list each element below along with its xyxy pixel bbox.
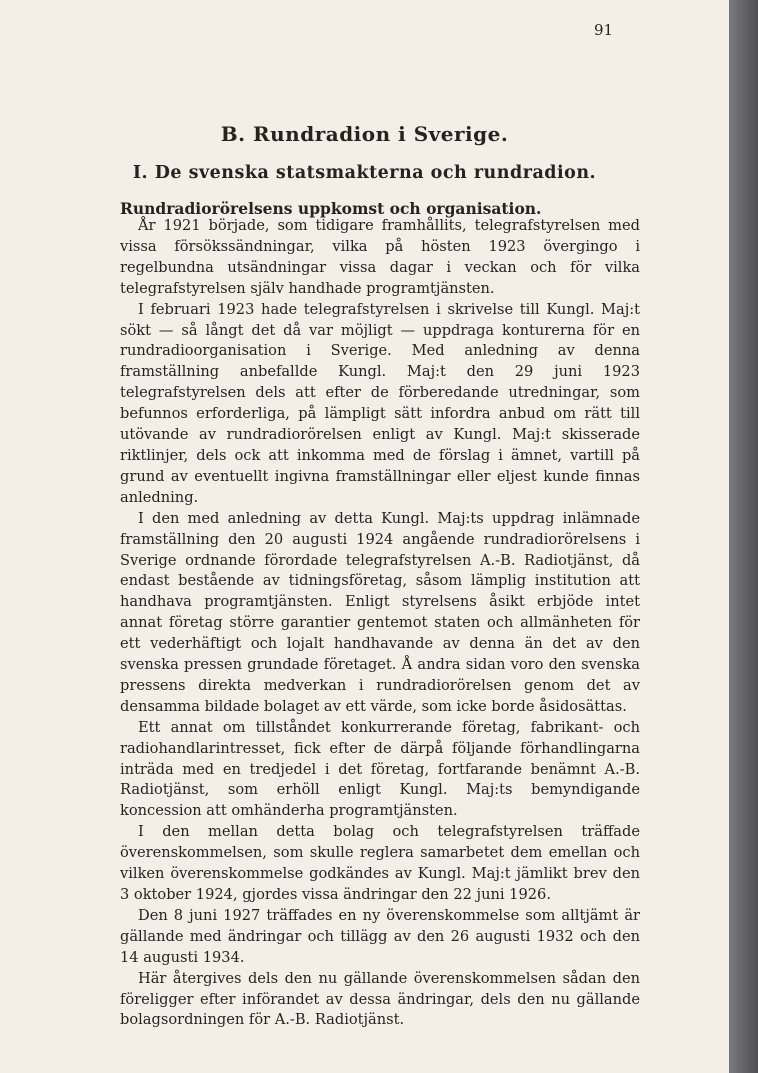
- section-title: I. De svenska statsmakterna och rundradion.: [132, 163, 597, 183]
- chapter-title: B. Rundradion i Sverige.: [220, 122, 509, 146]
- paragraph: År 1921 började, som tidigare framhållits, telegrafstyrelsen med vissa försökssändningar, vilka på hösten 1923 övergingo i regelbundna utsändningar vissa dagar i veckan och för vilka telegrafstyrelsen själv handhade programtjänsten.: [120, 217, 640, 297]
- subsection-title: Rundradiorörelsens uppkomst och organisation.: [120, 199, 542, 218]
- paragraph: I den med anledning av detta Kungl. Maj:ts uppdrag inlämnade framställning den 20 augusti 1924 angående rundradiorörelsens i Sverige ordnande förordade telegrafstyrelsen A.-B. Radiotjänst, då endast bestående av tidningsföretag, såsom lämplig institution att handhava programtjänsten. Enligt styrelsens åsikt erbjöde intet annat företag större garantier gentemot staten och allmänheten för ett vederhäftigt och lojalt handhavande av denna än det av den svenska pressen grundade företaget. Å andra sidan voro den svenska pressens direkta medverkan i rundradiorörelsen genom det av densamma bildade bolaget av ett värde, som icke borde åsidosättas.: [120, 509, 640, 715]
- paragraph: Den 8 juni 1927 träffades en ny överenskommelse som alltjämt är gällande med ändringar och tillägg av den 26 augusti 1932 och den 14 augusti 1934.: [120, 906, 640, 966]
- page-number: 91: [594, 21, 614, 39]
- paragraph: Ett annat om tillståndet konkurrerande företag, fabrikant- och radiohandlarintresset, fick efter de därpå följande förhandlingarna inträda med en tredjedel i det företag, fortfarande benämnt A.-B. Radiotjänst, som erhöll enligt Kungl. Maj:ts bemyndigande koncession att omhänderha programtjänsten.: [120, 718, 640, 820]
- paragraph: I den mellan detta bolag och telegrafstyrelsen träffade överenskommelsen, som skulle reglera samarbetet dem emellan och vilken överenskommelse godkändes av Kungl. Maj:t jämlikt brev den 3 oktober 1924, gjordes vissa ändringar den 22 juni 1926.: [120, 823, 640, 903]
- body-text: [120, 216, 640, 1031]
- paragraph: I februari 1923 hade telegrafstyrelsen i skrivelse till Kungl. Maj:t sökt — så långt det då var möjligt — uppdraga konturerna för en rundradioorganisation i Sverige. Med anledning av denna framställning anbefallde Kungl. Maj:t den 29 juni 1923 telegrafstyrelsen dels att efter de förberedande utredningar, som befunnos erforderliga, på lämpligt sätt infordra anbud om rätt till utövande av rundradiorörelsen enligt av Kungl. Maj:t skisserade riktlinjer, dels ock att inkomma med de förslag i ämnet, vartill på grund av eventuellt ingivna framställningar eller eljest kunde finnas anledning.: [120, 300, 640, 506]
- paragraph: Här återgives dels den nu gällande överenskommelsen sådan den föreligger efter införandet av dessa ändringar, dels den nu gällande bolagsordningen för A.-B. Radiotjänst.: [120, 969, 640, 1029]
- scan-edge-border: [729, 0, 758, 1073]
